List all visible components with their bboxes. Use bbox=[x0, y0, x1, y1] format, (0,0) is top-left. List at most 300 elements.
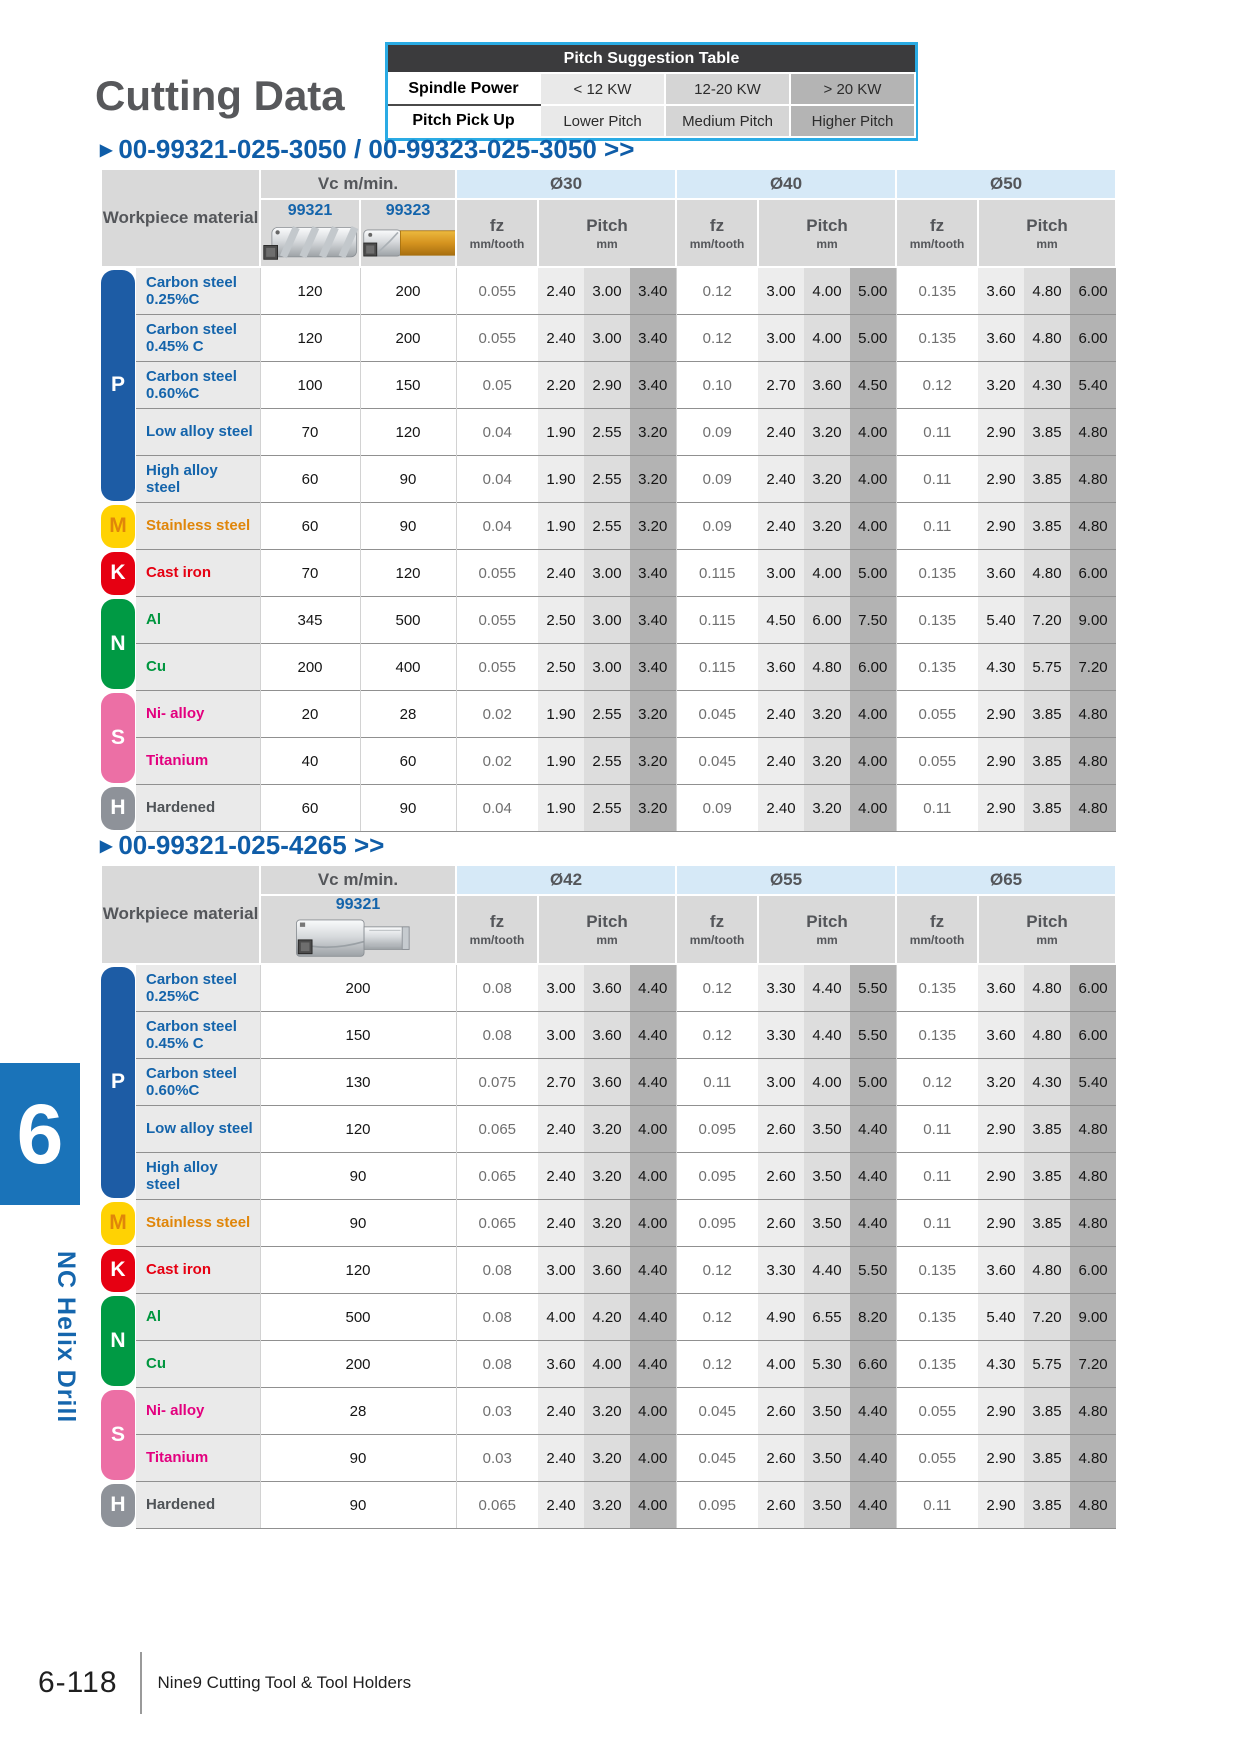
fz-value-cell: 0.11 bbox=[896, 456, 978, 503]
pitch-value-cell: 4.40 bbox=[850, 1153, 896, 1200]
pitch-value-cell: 3.60 bbox=[978, 315, 1024, 362]
pitch-value-cell: 7.20 bbox=[1070, 644, 1116, 691]
pitch-value-cell: 5.75 bbox=[1024, 644, 1070, 691]
fz-value-cell: 0.135 bbox=[896, 315, 978, 362]
pitch-value-cell: 3.60 bbox=[584, 1012, 630, 1059]
pitch-value-cell: 2.40 bbox=[758, 691, 804, 738]
pitch-value-cell: 6.55 bbox=[804, 1294, 850, 1341]
table-row bbox=[101, 738, 1116, 785]
diameter-header: Ø42 bbox=[456, 865, 676, 895]
fz-header: fz mm/tooth bbox=[456, 895, 538, 964]
pitch-value-cell: 3.20 bbox=[804, 503, 850, 550]
fz-value-cell: 0.055 bbox=[456, 597, 538, 644]
pitch-value-cell: 4.40 bbox=[630, 1059, 676, 1106]
pitch-unit: mm bbox=[816, 933, 838, 947]
pitch-value-cell: 2.90 bbox=[584, 362, 630, 409]
pitch-value-cell: 2.40 bbox=[538, 1435, 584, 1482]
material-group-cell bbox=[101, 691, 136, 785]
pitch-value-cell: 2.90 bbox=[978, 409, 1024, 456]
pitch-value-cell: 4.40 bbox=[850, 1435, 896, 1482]
chapter-label: NC Helix Drill bbox=[52, 1250, 80, 1424]
fz-unit: mm/tooth bbox=[469, 933, 525, 947]
pitch-value-cell: 3.50 bbox=[804, 1106, 850, 1153]
fz-value-cell: 0.135 bbox=[896, 1247, 978, 1294]
material-group-cell bbox=[101, 550, 136, 597]
material-name: Stainless steel bbox=[136, 503, 260, 550]
table-row bbox=[101, 503, 1116, 550]
pitch-value-cell: 5.75 bbox=[1024, 1341, 1070, 1388]
fz-value-cell: 0.12 bbox=[896, 1059, 978, 1106]
vc-value-cell: 90 bbox=[260, 1435, 456, 1482]
pitch-value-cell: 3.00 bbox=[584, 315, 630, 362]
table-row bbox=[101, 1200, 1116, 1247]
pitch-value-cell: 2.40 bbox=[538, 550, 584, 597]
pitch-value-cell: 3.40 bbox=[630, 315, 676, 362]
pitch-grid bbox=[388, 72, 916, 138]
fz-value-cell: 0.055 bbox=[896, 691, 978, 738]
vc-value-cell: 28 bbox=[260, 1388, 456, 1435]
pitch-value-cell: 4.80 bbox=[1024, 1247, 1070, 1294]
section-heading-1 bbox=[100, 134, 1113, 164]
pitch-value-cell: 3.50 bbox=[804, 1388, 850, 1435]
table-row bbox=[101, 785, 1116, 832]
pitch-value-cell: 2.50 bbox=[538, 644, 584, 691]
pitch-value-cell: 2.90 bbox=[978, 1106, 1024, 1153]
pitch-value-cell: 3.60 bbox=[584, 1247, 630, 1294]
pitch-value-cell: 3.60 bbox=[758, 644, 804, 691]
pitch-value-cell: 9.00 bbox=[1070, 1294, 1116, 1341]
fz-value-cell: 0.12 bbox=[676, 1294, 758, 1341]
pitch-value-cell: 3.60 bbox=[978, 1247, 1024, 1294]
tool-column-header bbox=[260, 895, 456, 964]
fz-value-cell: 0.10 bbox=[676, 362, 758, 409]
pitch-value-cell: 3.85 bbox=[1024, 738, 1070, 785]
pitch-value-cell: 3.00 bbox=[758, 315, 804, 362]
group-tab-S: S bbox=[101, 693, 135, 783]
pitch-value-cell: 2.60 bbox=[758, 1482, 804, 1529]
pitch-value-cell: 4.90 bbox=[758, 1294, 804, 1341]
table-row bbox=[101, 597, 1116, 644]
material-group-cell bbox=[101, 1388, 136, 1482]
table-row bbox=[101, 315, 1116, 362]
group-tab-H: H bbox=[101, 1484, 135, 1527]
material-name: Cast iron bbox=[136, 550, 260, 597]
fz-value-cell: 0.08 bbox=[456, 964, 538, 1012]
vc-value-cell: 90 bbox=[360, 456, 456, 503]
diameter-header: Ø50 bbox=[896, 169, 1116, 199]
pitch-value-cell: 5.40 bbox=[978, 1294, 1024, 1341]
table-row bbox=[101, 691, 1116, 738]
pitch-value-cell: 4.40 bbox=[630, 1294, 676, 1341]
fz-value-cell: 0.04 bbox=[456, 503, 538, 550]
material-group-cell bbox=[101, 1200, 136, 1247]
fz-value-cell: 0.135 bbox=[896, 644, 978, 691]
pitch-value-cell: 6.00 bbox=[1070, 315, 1116, 362]
pitch-option-cell: Lower Pitch bbox=[540, 105, 665, 137]
vc-value-cell: 70 bbox=[260, 550, 360, 597]
table-row bbox=[101, 964, 1116, 1012]
workpiece-material-header: Workpiece material bbox=[101, 169, 260, 267]
pitch-value-cell: 4.30 bbox=[978, 644, 1024, 691]
pitch-value-cell: 5.50 bbox=[850, 1012, 896, 1059]
pitch-value-cell: 4.00 bbox=[804, 1059, 850, 1106]
fz-value-cell: 0.075 bbox=[456, 1059, 538, 1106]
pitch-value-cell: 7.20 bbox=[1024, 1294, 1070, 1341]
pitch-value-cell: 2.40 bbox=[758, 503, 804, 550]
fz-value-cell: 0.02 bbox=[456, 691, 538, 738]
page-title: Cutting Data bbox=[95, 72, 345, 119]
workpiece-material-header: Workpiece material bbox=[101, 865, 260, 964]
table-row bbox=[101, 1106, 1116, 1153]
fz-value-cell: 0.08 bbox=[456, 1341, 538, 1388]
group-tab-N: N bbox=[101, 1296, 135, 1386]
pitch-value-cell: 4.30 bbox=[978, 1341, 1024, 1388]
pitch-value-cell: 7.20 bbox=[1024, 597, 1070, 644]
diameter-header: Ø55 bbox=[676, 865, 896, 895]
pitch-value-cell: 6.00 bbox=[1070, 267, 1116, 315]
fz-unit: mm/tooth bbox=[909, 933, 965, 947]
table-row bbox=[101, 409, 1116, 456]
pitch-value-cell: 3.40 bbox=[630, 550, 676, 597]
vc-value-cell: 90 bbox=[260, 1482, 456, 1529]
pitch-value-cell: 3.00 bbox=[584, 267, 630, 315]
material-name: Cu bbox=[136, 1341, 260, 1388]
gold-shank-drill-icon bbox=[361, 221, 456, 265]
tool-column-header bbox=[260, 199, 360, 267]
pitch-value-cell: 2.90 bbox=[978, 503, 1024, 550]
material-name: Carbon steel 0.60%C bbox=[136, 1059, 260, 1106]
pitch-value-cell: 4.00 bbox=[804, 550, 850, 597]
section-title-2: 00-99321-025-4265 >> bbox=[118, 829, 385, 860]
fz-value-cell: 0.135 bbox=[896, 597, 978, 644]
pitch-value-cell: 4.00 bbox=[850, 503, 896, 550]
pitch-value-cell: 4.40 bbox=[850, 1388, 896, 1435]
fz-value-cell: 0.095 bbox=[676, 1482, 758, 1529]
fz-value-cell: 0.08 bbox=[456, 1012, 538, 1059]
fz-header: fz mm/tooth bbox=[676, 895, 758, 964]
vc-value-cell: 200 bbox=[260, 964, 456, 1012]
pitch-value-cell: 4.80 bbox=[1070, 1435, 1116, 1482]
pitch-value-cell: 4.00 bbox=[850, 456, 896, 503]
vc-header: Vc m/min. bbox=[260, 865, 456, 895]
vc-value-cell: 200 bbox=[360, 315, 456, 362]
group-tab-P: P bbox=[101, 270, 135, 501]
material-name: Al bbox=[136, 597, 260, 644]
fz-value-cell: 0.115 bbox=[676, 550, 758, 597]
pitch-value-cell: 5.50 bbox=[850, 964, 896, 1012]
fz-value-cell: 0.12 bbox=[676, 315, 758, 362]
pitch-value-cell: 4.80 bbox=[1070, 691, 1116, 738]
vc-value-cell: 150 bbox=[260, 1012, 456, 1059]
pitch-value-cell: 4.80 bbox=[1070, 1388, 1116, 1435]
fz-header: fz mm/tooth bbox=[896, 199, 978, 267]
fz-value-cell: 0.045 bbox=[676, 691, 758, 738]
vc-value-cell: 150 bbox=[360, 362, 456, 409]
pitch-value-cell: 4.00 bbox=[630, 1435, 676, 1482]
pitch-value-cell: 4.80 bbox=[1024, 315, 1070, 362]
pitch-value-cell: 3.20 bbox=[584, 1106, 630, 1153]
pitch-unit: mm bbox=[1036, 933, 1058, 947]
fz-value-cell: 0.08 bbox=[456, 1247, 538, 1294]
pitch-value-cell: 2.60 bbox=[758, 1435, 804, 1482]
pitch-value-cell: 3.50 bbox=[804, 1482, 850, 1529]
fz-value-cell: 0.12 bbox=[676, 1012, 758, 1059]
pitch-value-cell: 6.00 bbox=[850, 644, 896, 691]
pitch-value-cell: 4.80 bbox=[1070, 1153, 1116, 1200]
pitch-value-cell: 4.80 bbox=[1070, 456, 1116, 503]
fz-value-cell: 0.055 bbox=[456, 644, 538, 691]
fz-value-cell: 0.045 bbox=[676, 1388, 758, 1435]
pitch-value-cell: 4.50 bbox=[758, 597, 804, 644]
material-name: Cu bbox=[136, 644, 260, 691]
section-1 bbox=[100, 134, 1113, 832]
pitch-value-cell: 2.90 bbox=[978, 785, 1024, 832]
pitch-value-cell: 2.40 bbox=[758, 785, 804, 832]
pitch-value-cell: 3.00 bbox=[758, 550, 804, 597]
material-name: Stainless steel bbox=[136, 1200, 260, 1247]
pitch-value-cell: 3.85 bbox=[1024, 503, 1070, 550]
pitch-value-cell: 7.50 bbox=[850, 597, 896, 644]
pitch-value-cell: 4.00 bbox=[630, 1106, 676, 1153]
group-tab-N: N bbox=[101, 599, 135, 689]
pitch-value-cell: 3.85 bbox=[1024, 1200, 1070, 1247]
pitch-option-cell: < 12 KW bbox=[540, 73, 665, 105]
pitch-value-cell: 2.40 bbox=[538, 1106, 584, 1153]
fz-value-cell: 0.135 bbox=[896, 550, 978, 597]
pitch-value-cell: 3.00 bbox=[538, 964, 584, 1012]
fz-value-cell: 0.135 bbox=[896, 267, 978, 315]
pitch-value-cell: 3.40 bbox=[630, 267, 676, 315]
vc-value-cell: 130 bbox=[260, 1059, 456, 1106]
fz-value-cell: 0.04 bbox=[456, 785, 538, 832]
pitch-value-cell: 6.00 bbox=[1070, 1247, 1116, 1294]
pitch-table-title: Pitch Suggestion Table bbox=[388, 45, 915, 72]
material-name: Carbon steel 0.45% C bbox=[136, 1012, 260, 1059]
pitch-value-cell: 3.00 bbox=[538, 1012, 584, 1059]
pitch-value-cell: 3.20 bbox=[804, 785, 850, 832]
pitch-value-cell: 4.40 bbox=[804, 1247, 850, 1294]
table-row bbox=[101, 456, 1116, 503]
pitch-value-cell: 2.55 bbox=[584, 691, 630, 738]
fz-value-cell: 0.095 bbox=[676, 1200, 758, 1247]
pitch-option-cell: Medium Pitch bbox=[665, 105, 790, 137]
pitch-value-cell: 5.00 bbox=[850, 550, 896, 597]
pitch-value-cell: 3.85 bbox=[1024, 1106, 1070, 1153]
pitch-value-cell: 4.80 bbox=[1070, 503, 1116, 550]
table-row bbox=[101, 550, 1116, 597]
fz-value-cell: 0.09 bbox=[676, 409, 758, 456]
fz-value-cell: 0.065 bbox=[456, 1482, 538, 1529]
pitch-value-cell: 2.90 bbox=[978, 691, 1024, 738]
diameter-header: Ø40 bbox=[676, 169, 896, 199]
pitch-value-cell: 2.55 bbox=[584, 503, 630, 550]
chapter-number: 6 bbox=[16, 1087, 64, 1181]
fz-value-cell: 0.11 bbox=[676, 1059, 758, 1106]
footer-divider bbox=[140, 1652, 142, 1714]
vc-value-cell: 120 bbox=[260, 315, 360, 362]
chapter-tab bbox=[0, 1063, 80, 1205]
pitch-value-cell: 4.40 bbox=[630, 964, 676, 1012]
fz-value-cell: 0.12 bbox=[676, 1247, 758, 1294]
fz-value-cell: 0.04 bbox=[456, 409, 538, 456]
group-tab-K: K bbox=[101, 552, 135, 595]
material-group-cell bbox=[101, 503, 136, 550]
vc-value-cell: 70 bbox=[260, 409, 360, 456]
fz-value-cell: 0.045 bbox=[676, 738, 758, 785]
pitch-value-cell: 7.20 bbox=[1070, 1341, 1116, 1388]
material-group-cell bbox=[101, 1294, 136, 1388]
pitch-header: Pitch mm bbox=[538, 199, 676, 267]
pitch-value-cell: 4.80 bbox=[1024, 1012, 1070, 1059]
pitch-value-cell: 4.30 bbox=[1024, 1059, 1070, 1106]
pitch-option-cell: > 20 KW bbox=[790, 73, 915, 105]
pitch-value-cell: 2.40 bbox=[538, 1388, 584, 1435]
pitch-value-cell: 4.80 bbox=[804, 644, 850, 691]
fz-value-cell: 0.055 bbox=[456, 315, 538, 362]
pitch-value-cell: 4.00 bbox=[630, 1388, 676, 1435]
fz-value-cell: 0.115 bbox=[676, 644, 758, 691]
pitch-value-cell: 2.20 bbox=[538, 362, 584, 409]
section-title-1: 00-99321-025-3050 / 00-99323-025-3050 >> bbox=[118, 133, 635, 164]
pitch-option-cell: Higher Pitch bbox=[790, 105, 915, 137]
pitch-value-cell: 3.20 bbox=[584, 1482, 630, 1529]
pitch-value-cell: 3.85 bbox=[1024, 456, 1070, 503]
pitch-value-cell: 2.50 bbox=[538, 597, 584, 644]
pitch-value-cell: 2.90 bbox=[978, 1388, 1024, 1435]
vc-value-cell: 20 bbox=[260, 691, 360, 738]
pitch-value-cell: 2.55 bbox=[584, 456, 630, 503]
fz-header: fz mm/tooth bbox=[896, 895, 978, 964]
pitch-row-label: Spindle Power bbox=[388, 73, 540, 105]
table-row bbox=[101, 1294, 1116, 1341]
vc-value-cell: 120 bbox=[260, 267, 360, 315]
pitch-value-cell: 4.00 bbox=[850, 738, 896, 785]
pitch-option-cell: 12-20 KW bbox=[665, 73, 790, 105]
vc-value-cell: 345 bbox=[260, 597, 360, 644]
pitch-value-cell: 3.00 bbox=[538, 1247, 584, 1294]
material-group-cell bbox=[101, 1247, 136, 1294]
pitch-value-cell: 3.20 bbox=[584, 1388, 630, 1435]
pitch-value-cell: 4.00 bbox=[758, 1341, 804, 1388]
fz-unit: mm/tooth bbox=[689, 933, 745, 947]
pitch-value-cell: 6.60 bbox=[850, 1341, 896, 1388]
material-group-cell bbox=[101, 267, 136, 503]
pitch-header: Pitch mm bbox=[538, 895, 676, 964]
pitch-value-cell: 4.40 bbox=[850, 1200, 896, 1247]
material-name: Cast iron bbox=[136, 1247, 260, 1294]
fz-header: fz mm/tooth bbox=[676, 199, 758, 267]
pitch-value-cell: 1.90 bbox=[538, 785, 584, 832]
diameter-header: Ø65 bbox=[896, 865, 1116, 895]
material-group-cell bbox=[101, 785, 136, 832]
pitch-value-cell: 4.80 bbox=[1070, 1200, 1116, 1247]
pitch-value-cell: 3.60 bbox=[584, 964, 630, 1012]
pitch-value-cell: 3.40 bbox=[630, 597, 676, 644]
pitch-header: Pitch mm bbox=[758, 199, 896, 267]
pitch-value-cell: 4.00 bbox=[804, 315, 850, 362]
pitch-value-cell: 3.50 bbox=[804, 1153, 850, 1200]
pitch-value-cell: 3.85 bbox=[1024, 1482, 1070, 1529]
pitch-value-cell: 3.60 bbox=[538, 1341, 584, 1388]
fz-value-cell: 0.09 bbox=[676, 503, 758, 550]
pitch-value-cell: 3.20 bbox=[978, 1059, 1024, 1106]
pitch-value-cell: 5.00 bbox=[850, 267, 896, 315]
pitch-value-cell: 3.30 bbox=[758, 964, 804, 1012]
pitch-value-cell: 2.60 bbox=[758, 1388, 804, 1435]
fz-value-cell: 0.115 bbox=[676, 597, 758, 644]
material-name: Ni- alloy bbox=[136, 1388, 260, 1435]
pitch-value-cell: 3.20 bbox=[804, 456, 850, 503]
pitch-value-cell: 6.00 bbox=[1070, 964, 1116, 1012]
material-group-cell bbox=[101, 1482, 136, 1529]
material-name: High alloy steel bbox=[136, 456, 260, 503]
fz-unit: mm/tooth bbox=[469, 236, 525, 251]
tool-number: 99321 bbox=[287, 201, 333, 219]
pitch-value-cell: 2.90 bbox=[978, 456, 1024, 503]
vc-value-cell: 500 bbox=[360, 597, 456, 644]
pitch-value-cell: 3.60 bbox=[978, 1012, 1024, 1059]
pitch-value-cell: 2.55 bbox=[584, 738, 630, 785]
fz-value-cell: 0.03 bbox=[456, 1388, 538, 1435]
pitch-value-cell: 3.30 bbox=[758, 1247, 804, 1294]
pitch-header: Pitch mm bbox=[978, 895, 1116, 964]
material-name: Ni- alloy bbox=[136, 691, 260, 738]
pitch-value-cell: 5.00 bbox=[850, 315, 896, 362]
pitch-value-cell: 2.90 bbox=[978, 1153, 1024, 1200]
pitch-value-cell: 3.50 bbox=[804, 1200, 850, 1247]
pitch-value-cell: 4.40 bbox=[630, 1341, 676, 1388]
pitch-value-cell: 3.50 bbox=[804, 1435, 850, 1482]
pitch-value-cell: 3.20 bbox=[630, 785, 676, 832]
tool-column-header bbox=[360, 199, 456, 267]
pitch-value-cell: 5.40 bbox=[978, 597, 1024, 644]
pitch-value-cell: 6.00 bbox=[1070, 1012, 1116, 1059]
pitch-value-cell: 2.60 bbox=[758, 1106, 804, 1153]
material-name: Al bbox=[136, 1294, 260, 1341]
vc-value-cell: 200 bbox=[360, 267, 456, 315]
fz-value-cell: 0.045 bbox=[676, 1435, 758, 1482]
pitch-value-cell: 4.80 bbox=[1070, 1482, 1116, 1529]
pitch-value-cell: 2.90 bbox=[978, 1200, 1024, 1247]
pitch-value-cell: 3.60 bbox=[584, 1059, 630, 1106]
pitch-value-cell: 1.90 bbox=[538, 738, 584, 785]
pitch-value-cell: 3.20 bbox=[584, 1435, 630, 1482]
table-row bbox=[101, 644, 1116, 691]
pitch-value-cell: 4.00 bbox=[584, 1341, 630, 1388]
pitch-value-cell: 3.60 bbox=[978, 267, 1024, 315]
table-row bbox=[101, 1012, 1116, 1059]
pitch-value-cell: 4.00 bbox=[630, 1482, 676, 1529]
pitch-value-cell: 4.00 bbox=[850, 691, 896, 738]
pitch-value-cell: 4.80 bbox=[1024, 550, 1070, 597]
fz-value-cell: 0.12 bbox=[676, 964, 758, 1012]
pitch-value-cell: 4.00 bbox=[850, 785, 896, 832]
pitch-suggestion-table bbox=[385, 42, 918, 141]
pitch-value-cell: 8.20 bbox=[850, 1294, 896, 1341]
pitch-value-cell: 4.00 bbox=[630, 1153, 676, 1200]
group-tab-M: M bbox=[101, 1202, 135, 1245]
material-name: High alloy steel bbox=[136, 1153, 260, 1200]
pitch-value-cell: 3.40 bbox=[630, 644, 676, 691]
fz-value-cell: 0.055 bbox=[456, 267, 538, 315]
pitch-value-cell: 3.00 bbox=[584, 644, 630, 691]
pitch-unit: mm bbox=[596, 236, 618, 251]
pitch-value-cell: 1.90 bbox=[538, 456, 584, 503]
vc-value-cell: 60 bbox=[260, 503, 360, 550]
pitch-value-cell: 2.40 bbox=[538, 1200, 584, 1247]
fz-value-cell: 0.135 bbox=[896, 964, 978, 1012]
fz-header: fz mm/tooth bbox=[456, 199, 538, 267]
